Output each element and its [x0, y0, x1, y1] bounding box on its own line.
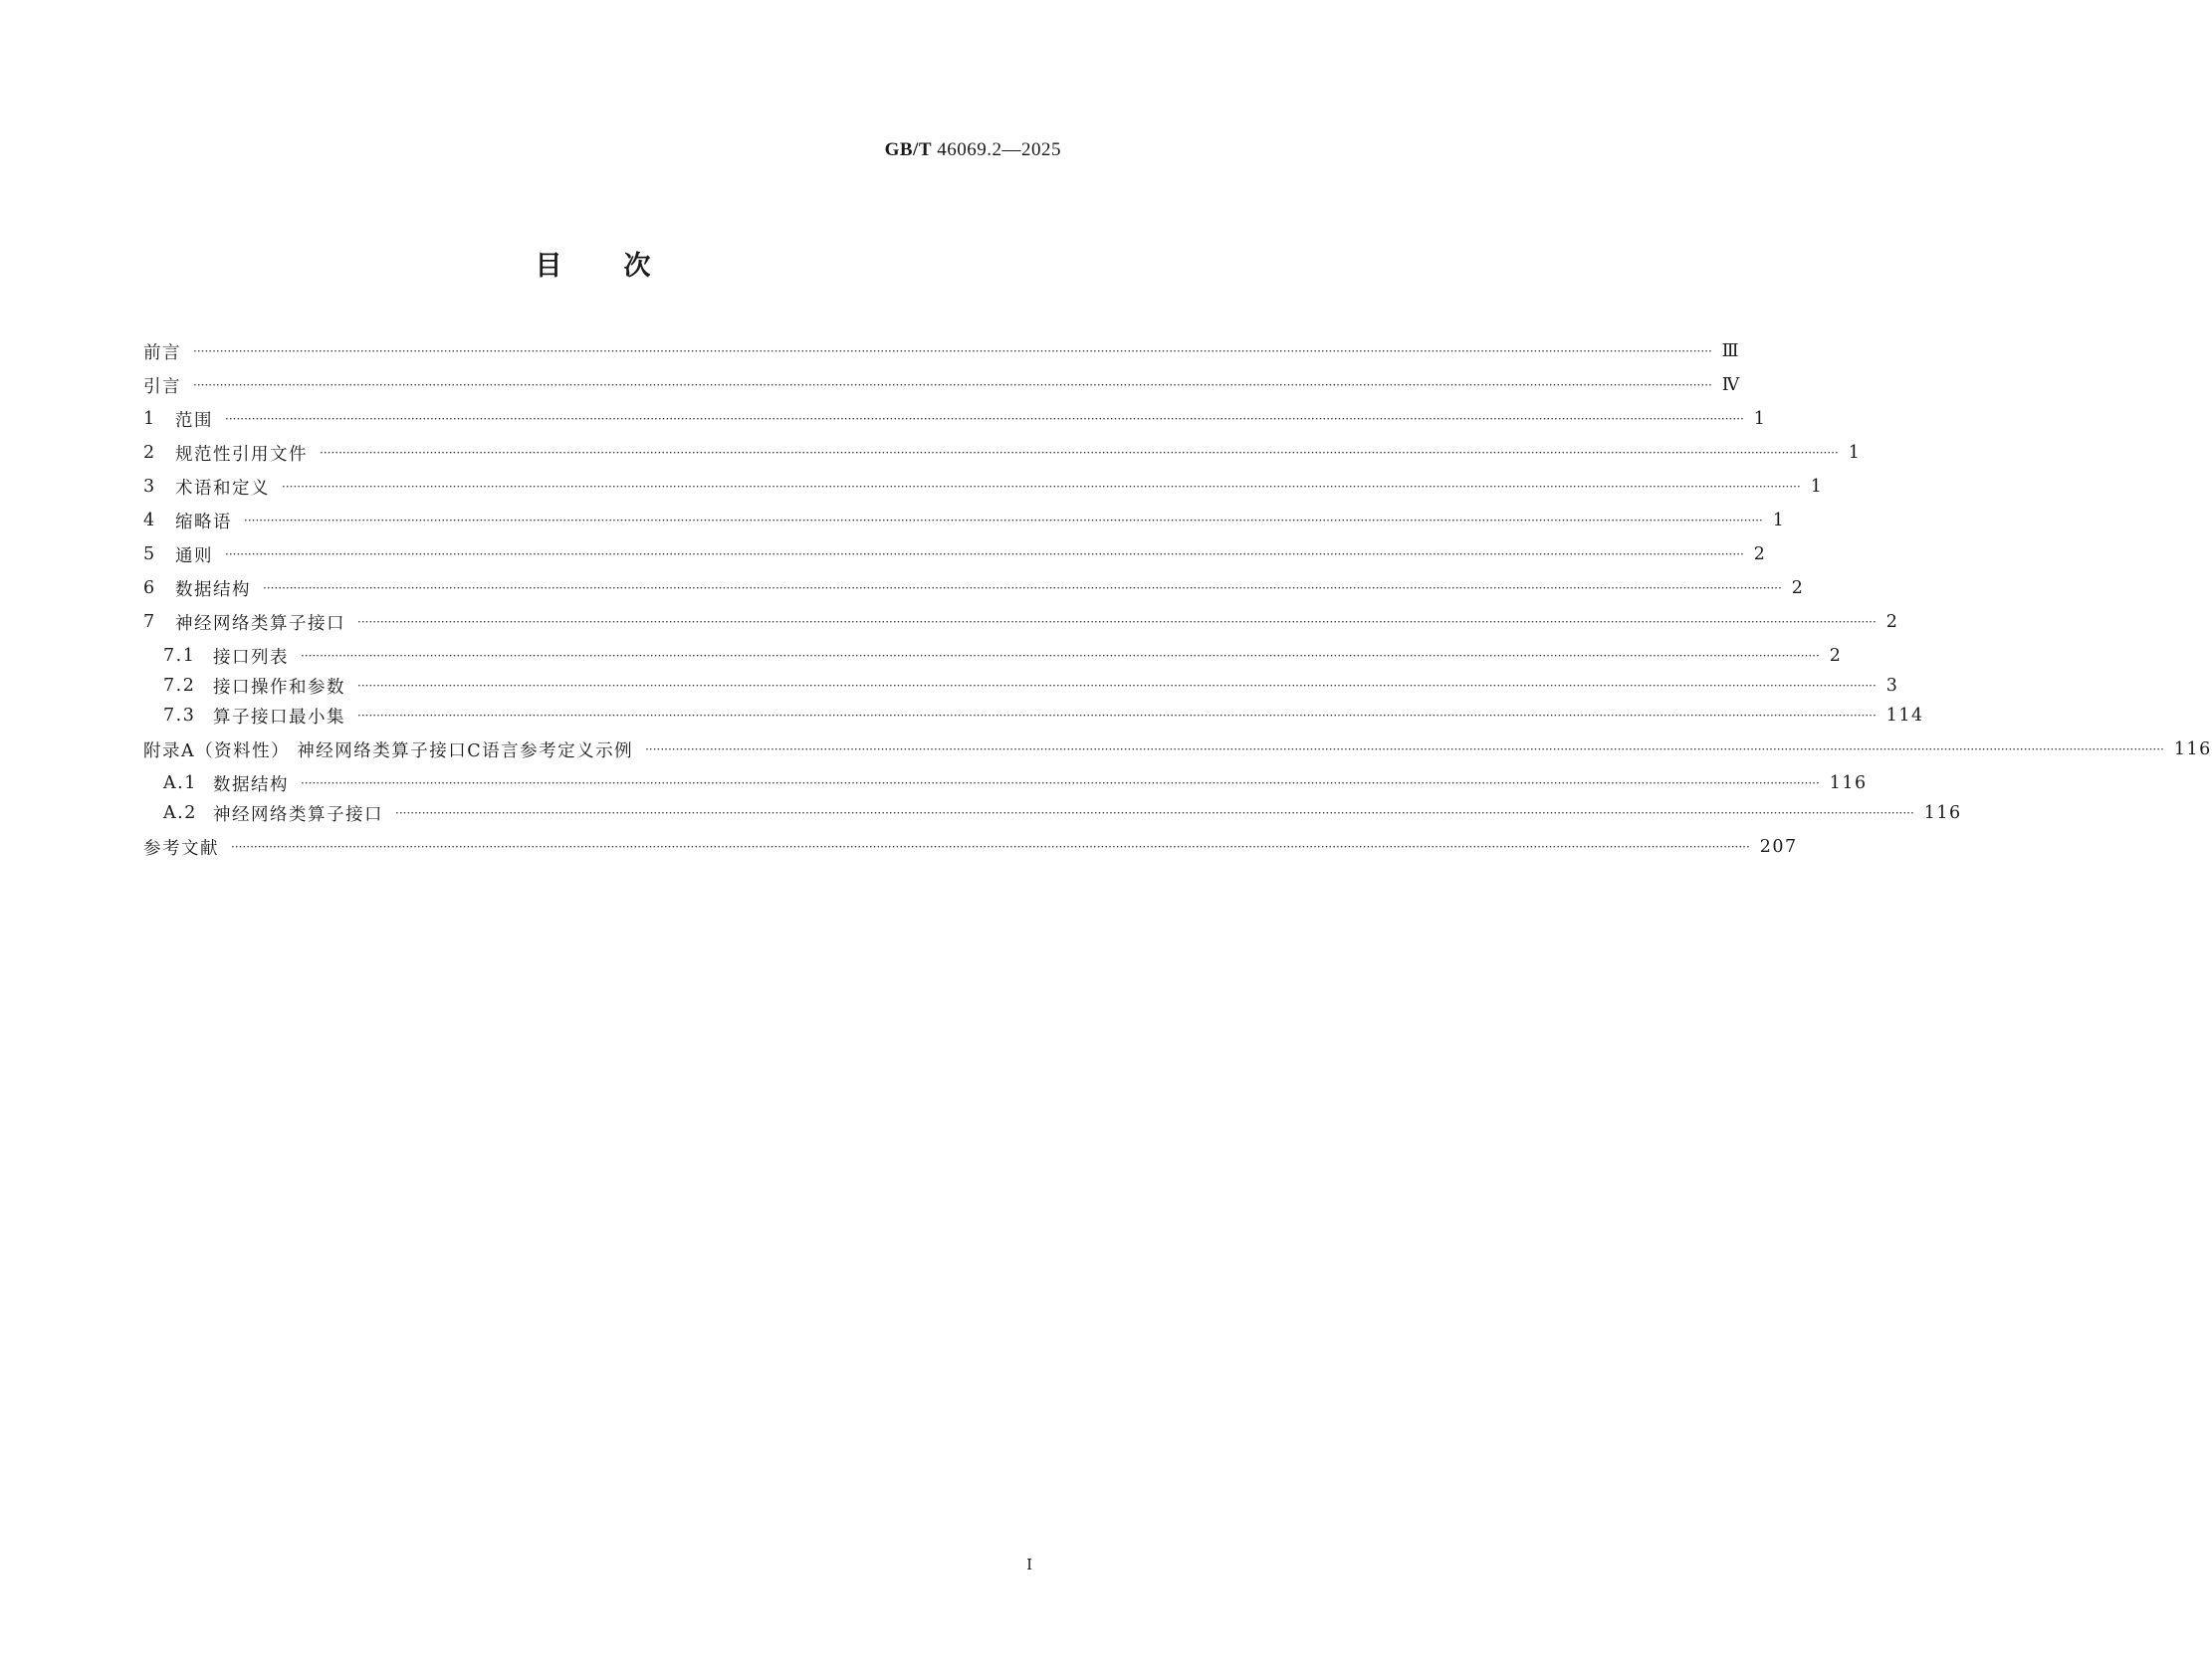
toc-entry[interactable]	[163, 798, 1962, 828]
toc-entry[interactable]	[163, 701, 1924, 731]
toc-entry[interactable]	[143, 607, 1899, 637]
toc-entry-page: 1	[1848, 443, 1862, 463]
toc-leader-dots: ················································································································································································································································································································································································································	[263, 581, 1782, 595]
toc-leader-dots: ················································································································································································································································································································································································································	[244, 514, 1763, 527]
toc-leader-dots: ················································································································································································································································································································································································································	[193, 378, 1712, 392]
toc-entry[interactable]	[143, 472, 1824, 502]
toc-entry-label: 附录A（资料性） 神经网络类算子接口C语言参考定义示例	[143, 740, 634, 761]
toc-entry[interactable]	[143, 539, 1767, 569]
standard-code-number: 46069.2—2025	[932, 139, 1061, 160]
toc-entry[interactable]	[163, 671, 1899, 701]
toc-leader-dots: ················································································································································································································································································································································································································	[645, 742, 2164, 756]
toc-leader-dots: ················································································································································································································································································································································································································	[301, 649, 1820, 663]
toc-entry-label: 规范性引用文件	[175, 444, 308, 465]
toc-entry-label: 神经网络类算子接口	[213, 804, 383, 825]
toc-entry[interactable]	[143, 370, 1741, 400]
toc-entry-page: 116	[2173, 739, 2212, 759]
toc-entry-label: 参考文献	[143, 838, 219, 859]
toc-entry-label: 数据结构	[213, 774, 289, 795]
toc-entry[interactable]	[143, 404, 1767, 434]
toc-entry-page: Ⅳ	[1721, 375, 1741, 395]
toc-leader-dots: ················································································································································································································································································································································································································	[320, 446, 1839, 460]
toc-entry[interactable]	[143, 506, 1786, 535]
toc-entry-page: Ⅲ	[1721, 341, 1741, 361]
toc-leader-dots: ················································································································································································································································································································································································································	[301, 776, 1820, 790]
toc-entry-number: 7.1	[163, 646, 196, 666]
toc-entry-number: 4	[143, 511, 156, 530]
toc-entry-page: 114	[1885, 706, 1924, 726]
toc-entry-page: 2	[1753, 544, 1767, 564]
toc-entry-number: 1	[143, 409, 156, 429]
toc-leader-dots: ················································································································································································································································································································································································································	[357, 709, 1877, 723]
toc-entry[interactable]	[143, 438, 1862, 468]
page-number: Ⅰ	[1026, 1556, 1032, 1573]
toc-entry-label: 缩略语	[175, 512, 232, 532]
toc-leader-dots: ················································································································································································································································································································································································································	[231, 840, 1750, 854]
toc-entry[interactable]	[143, 832, 1798, 862]
toc-entry-label: 范围	[175, 410, 213, 431]
toc-leader-dots: ················································································································································································································································································································································································································	[225, 547, 1744, 561]
standard-code	[885, 139, 1061, 161]
toc-entry[interactable]	[163, 768, 1868, 798]
toc-entry-page: 1	[1810, 477, 1824, 497]
toc-entry-page: 2	[1791, 578, 1805, 598]
toc-entry-label: 通则	[175, 545, 213, 566]
toc-entry-page: 3	[1885, 676, 1899, 696]
toc-entry-page: 207	[1759, 837, 1798, 857]
toc-entry[interactable]	[143, 573, 1805, 603]
toc-entry[interactable]	[143, 336, 1741, 366]
toc-entry-page: 2	[1829, 646, 1843, 666]
toc-entry-page: 1	[1753, 409, 1767, 429]
toc-entry[interactable]	[143, 734, 2212, 764]
toc-entry-number: 7.2	[163, 676, 196, 696]
toc-entry-number: 2	[143, 443, 156, 463]
toc-leader-dots: ················································································································································································································································································································································································································	[225, 412, 1744, 426]
toc-entry-number: 7	[143, 612, 156, 632]
toc-entry-number: A.2	[163, 803, 197, 823]
toc-entry-label: 接口操作和参数	[213, 677, 345, 698]
toc-entry-page: 116	[1923, 803, 1962, 823]
standard-code-prefix: GB/T	[884, 139, 932, 160]
toc-entry-label: 数据结构	[175, 579, 251, 600]
toc-entry-number: 7.3	[163, 706, 196, 726]
toc-leader-dots: ················································································································································································································································································································································································································	[282, 480, 1801, 494]
toc-entry-label: 术语和定义	[175, 478, 270, 499]
toc-entry-page: 1	[1772, 511, 1786, 530]
toc-entry[interactable]	[163, 641, 1843, 671]
toc-entry-number: 5	[143, 544, 156, 564]
toc-entry-number: 6	[143, 578, 156, 598]
toc-leader-dots: ················································································································································································································································································································································································································	[193, 344, 1712, 358]
toc-entry-label: 前言	[143, 342, 181, 363]
toc-entry-number: 3	[143, 477, 156, 497]
toc-entry-page: 116	[1829, 773, 1868, 793]
toc-entry-page: 2	[1885, 612, 1899, 632]
toc-entry-number: A.1	[163, 773, 197, 793]
toc-leader-dots: ················································································································································································································································································································································································································	[357, 679, 1877, 693]
toc-title: 目次	[535, 251, 713, 282]
toc-entry-label: 接口列表	[213, 647, 289, 668]
toc-leader-dots: ················································································································································································································································································································································································································	[357, 615, 1877, 629]
toc-entry-label: 引言	[143, 376, 181, 397]
toc-leader-dots: ················································································································································································································································································································································································································	[395, 806, 1914, 820]
toc-entry-label: 算子接口最小集	[213, 707, 345, 728]
toc-entry-label: 神经网络类算子接口	[175, 613, 345, 634]
